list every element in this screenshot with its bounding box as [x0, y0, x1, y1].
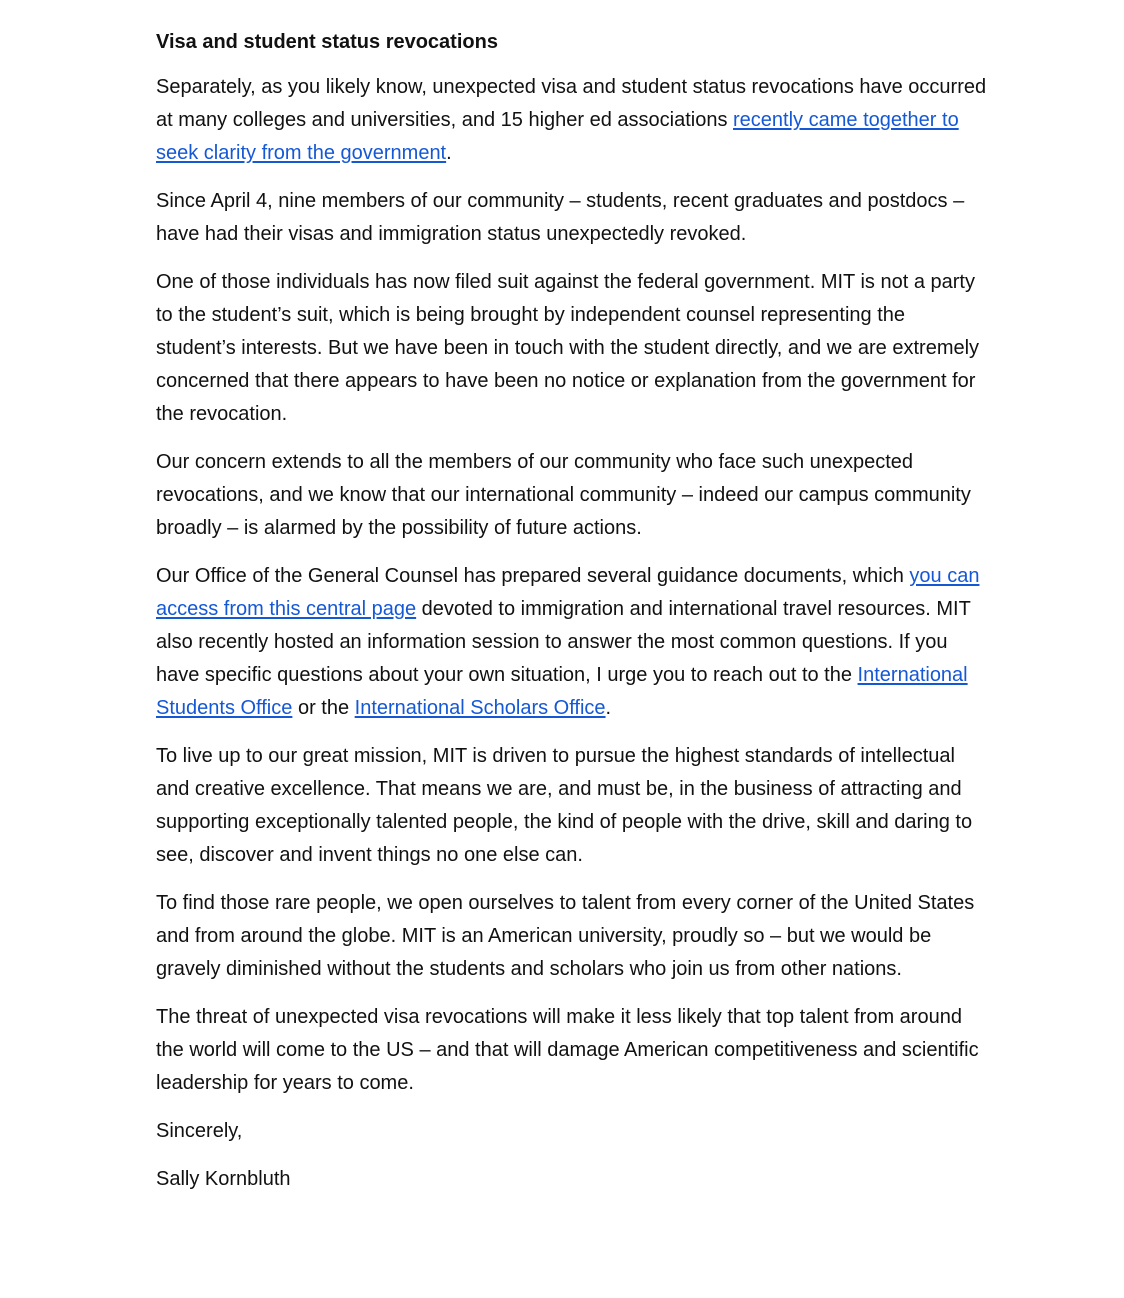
paragraph-text: The threat of unexpected visa revocations will make it less likely that top talent from around the world will come to the US – and that will damage American competitiveness and scientific leadership for years to come.	[156, 1006, 979, 1094]
paragraph-2	[156, 185, 990, 251]
paragraph-1	[156, 71, 990, 170]
paragraph-text: One of those individuals has now filed suit against the federal government. MIT is not a party to the student’s suit, which is being brought by independent counsel representing the student’s interests. But we have been in touch with the student directly, and we are extremely concerned that there appears to have been no notice or explanation from the government for the revocation.	[156, 271, 980, 425]
international-students-office-link[interactable]: International Students Office	[156, 664, 968, 719]
paragraph-text: .	[605, 697, 612, 719]
paragraph-text: To find those rare people, we open ourselves to talent from every corner of the United States and from around the globe. MIT is an American university, proudly so – but we would be gravely diminished without the students and scholars who join us from other nations.	[156, 892, 975, 980]
letter-body	[156, 28, 990, 1196]
central-page-link[interactable]: you can access from this central page	[156, 565, 980, 620]
paragraph-text: To live up to our great mission, MIT is driven to pursue the highest standards of intellectual and creative excellence. That means we are, and must be, in the business of attracting and supporting exceptionally talented people, the kind of people with the drive, skill and daring to see, discover and invent things no one else can.	[156, 745, 973, 866]
paragraph-text: devoted to immigration and international travel resources. MIT also recently hosted an information session to answer the most common questions. If you have specific questions about your own situation, I urge you to reach out to the	[156, 598, 971, 686]
paragraph-8	[156, 1001, 990, 1100]
paragraph-text: Since April 4, nine members of our community – students, recent graduates and postdocs – have had their visas and immigration status unexpectedly revoked.	[156, 190, 965, 245]
higher-ed-associations-link[interactable]: recently came together to seek clarity from the government	[156, 109, 959, 164]
paragraph-4	[156, 446, 990, 545]
paragraph-7	[156, 887, 990, 986]
paragraph-text: Our Office of the General Counsel has prepared several guidance documents, which	[156, 565, 910, 587]
section-heading: Visa and student status revocations	[156, 31, 498, 53]
signature-name: Sally Kornbluth	[156, 1168, 291, 1190]
paragraph-5	[156, 560, 990, 725]
paragraph-text: Separately, as you likely know, unexpected visa and student status revocations have occurred at many colleges and universities, and 15 higher ed associations	[156, 76, 987, 131]
paragraph-text: or the	[292, 697, 355, 719]
international-scholars-office-link[interactable]: International Scholars Office	[354, 697, 606, 719]
paragraph-3	[156, 266, 990, 431]
closing-salutation: Sincerely,	[156, 1120, 243, 1142]
paragraph-6	[156, 740, 990, 872]
paragraph-text: .	[446, 142, 452, 164]
paragraph-text: Our concern extends to all the members of our community who face such unexpected revocations, and we know that our international community – indeed our campus community broadly – is alarmed by the possibility of future actions.	[156, 451, 971, 539]
